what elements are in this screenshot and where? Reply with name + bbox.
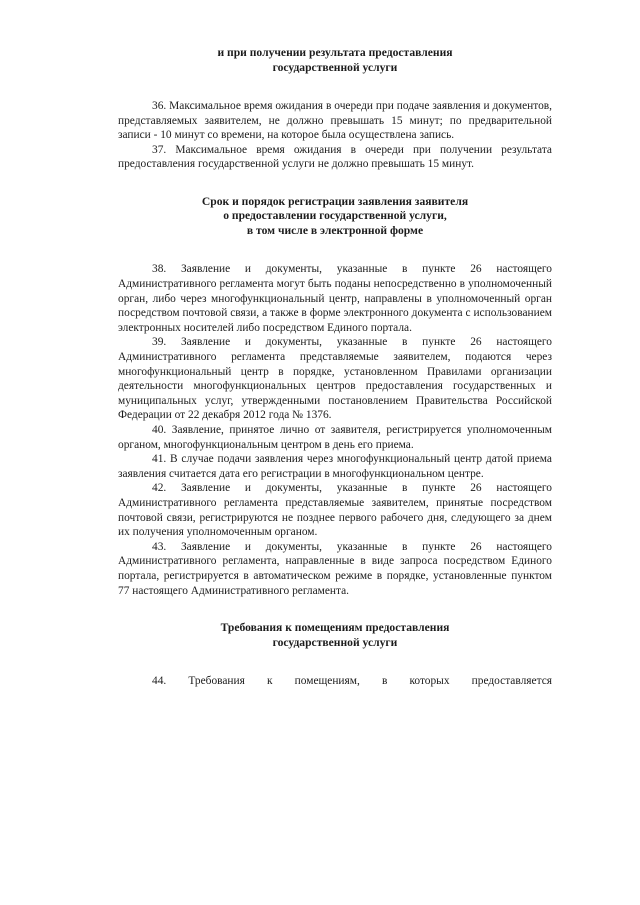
heading-line: государственной услуги xyxy=(272,635,398,649)
paragraph-43: 43. Заявление и документы, указанные в пункте 26 настоящего Административного регламента, направленные в виде запроса посредством Единого портала, регистрируется в автоматическом режиме в порядке, установленные пунктом 77 настоящего Административного регламента. xyxy=(118,540,552,597)
section-heading-registration xyxy=(118,195,552,239)
paragraph-41: 41. В случае подачи заявления через многофункциональный центр датой приема заявления считается дата его регистрации в многофункциональном центре. xyxy=(118,453,552,480)
heading-line: и при получении результата предоставления xyxy=(217,46,453,59)
paragraph-44: 44. Требования к помещениям, в которых предоставляется xyxy=(152,675,552,688)
heading-line: Срок и порядок регистрации заявления заявителя xyxy=(201,194,469,208)
paragraph-39: 39. Заявление и документы, указанные в пункте 26 настоящего Административного регламента представляемые заявителем, подаются через многофункциональный центр в порядке, установленном Правилами организации деятельности многофункциональных центров предоставления государственных и муниципальных услуг, утвержденными постановлением Правительства Российской Федерации от 22 декабря 2012 года № 1376. xyxy=(118,336,552,422)
paragraph-38: 38. Заявление и документы, указанные в пункте 26 настоящего Административного регламента могут быть поданы непосредственно в уполномоченный орган, либо через многофункциональный центр, направлены в уполномоченный орган посредством почтовой связи, а также в форме электронного документа с использованием электронных носителей либо посредством Единого портала. xyxy=(118,263,552,334)
document-content xyxy=(118,46,552,689)
section-heading-premises xyxy=(118,621,552,650)
section-heading-queue xyxy=(118,46,552,75)
paragraph-37: 37. Максимальное время ожидания в очереди при получении результата предоставления государственной услуги не должно превышать 15 минут. xyxy=(118,143,552,171)
heading-line: в том числе в электронной форме xyxy=(246,223,424,237)
heading-line: о предоставлении государственной услуги, xyxy=(223,209,447,223)
paragraph-40: 40. Заявление, принятое лично от заявителя, регистрируется уполномоченным органом, многофункциональным центром в день его приема. xyxy=(118,424,552,451)
paragraph-42: 42. Заявление и документы, указанные в пункте 26 настоящего Административного регламента представляемые заявителем, принятые посредством почтовой связи, регистрируются не позднее первого рабочего дня, следующего за днем их получения уполномоченным органом. xyxy=(118,482,552,539)
paragraph-36: 36. Максимальное время ожидания в очереди при подаче заявления и документов, представляемых заявителем, не должно превышать 15 минут; по предварительной записи - 10 минут со времени, на которое была осуществлена запись. xyxy=(118,100,552,142)
heading-line: государственной услуги xyxy=(272,60,398,74)
heading-line: Требования к помещениям предоставления xyxy=(220,621,450,635)
